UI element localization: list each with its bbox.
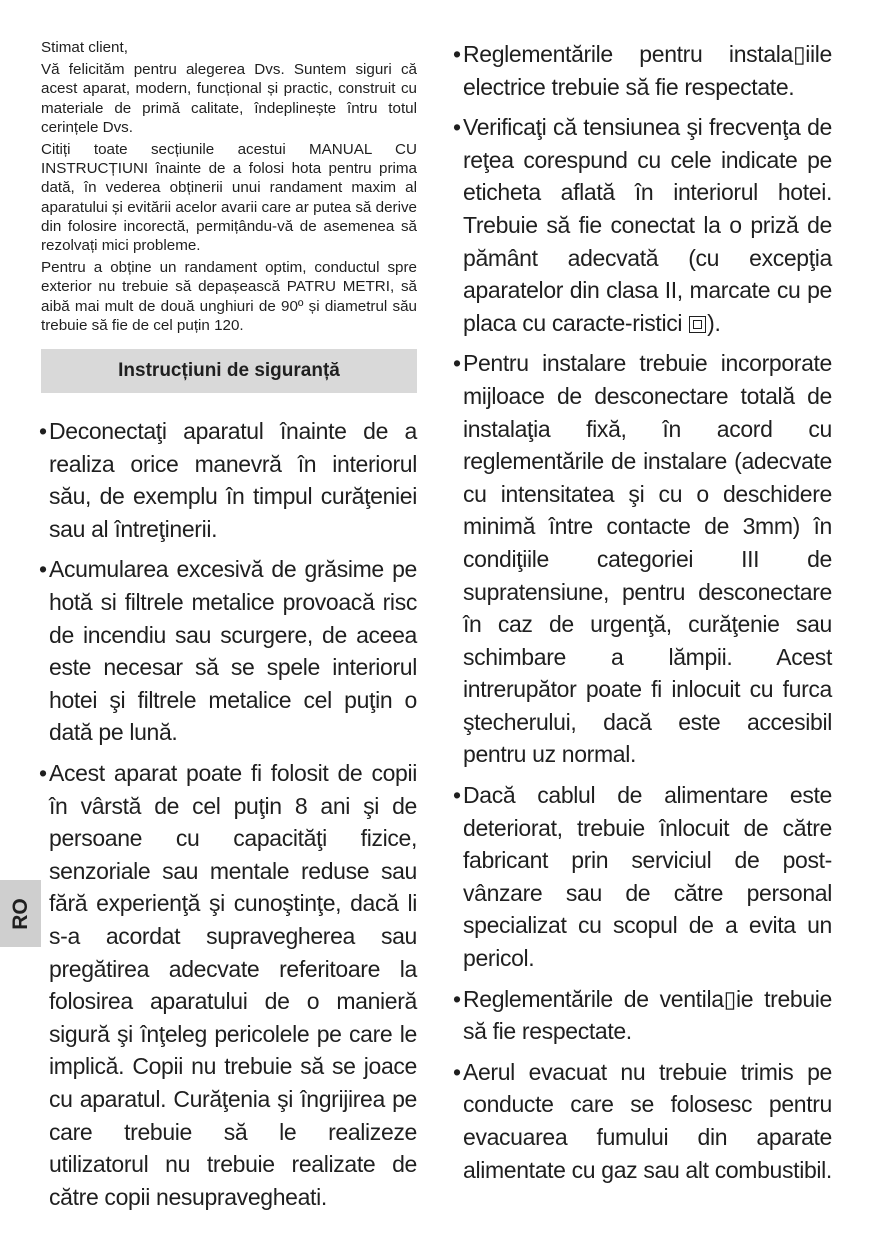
bullet-icon: • (39, 556, 47, 583)
bullet-text: Acumularea excesivă de grăsime pe hotă si filtrele metalice provoacă risc de incendiu sau scurgere, de aceea este necesar să se spele interiorul hotei şi filtrele metalice cel puţin o dată pe lună. (49, 556, 417, 746)
bullet-item (455, 347, 832, 771)
bullet-text: Acest aparat poate fi folosit de copii în vârstă de cel puţin 8 ani şi de persoane cu capacităţi fizice, senzoriale sau mentale reduse sau fără experienţă şi cunoştinţe, dacă li s-a acordat supravegherea sau pregătirea adecvate referitoare la folosirea aparatului de o manieră sigură şi înţeleg pericolele pe care le implică. Copii nu trebuie să se joace cu aparatul. Curăţenia şi îngrijirea pe care trebuie să le realizeze utilizatorul nu trebuie realizate de către copii nesupravegheati. (49, 759, 417, 1210)
language-tab (0, 880, 41, 947)
bullet-item (455, 983, 832, 1048)
bullet-item (455, 111, 832, 339)
bullet-text: Verificaţi că tensiunea şi frecvenţa de reţea corespund cu cele indicate pe eticheta aflată în interiorul hotei. Trebuie să fie conectat la o priză de pământ adecvată (cu excepţia aparatelor din clasa II, marcate cu pe placa cu caracte-ristici (463, 114, 832, 336)
greeting: Stimat client, (41, 39, 128, 56)
safety-bullets-left (41, 415, 417, 1213)
bullet-item (41, 415, 417, 545)
bullet-icon: • (39, 418, 47, 445)
bullet-item (455, 779, 832, 975)
bullet-text-end: ). (707, 309, 721, 336)
bullet-icon: • (453, 1058, 461, 1085)
bullet-icon: • (453, 350, 461, 377)
safety-bullets-right (455, 38, 832, 1186)
bullet-text: Deconectaţi aparatul înainte de a realiza orice manevră în interiorul său, de exemplu în timpul curăţeniei sau al întreţinerii. (49, 418, 417, 542)
bullet-text: Dacă cablul de alimentare este deteriorat, trebuie înlocuit de către fabricant prin serviciul de post-vânzare sau de către personal specializat cu scopul de a evita un pericol. (463, 782, 832, 972)
bullet-icon: • (453, 782, 461, 809)
intro-paragraph-2: Citiți toate secțiunile acestui MANUAL CU INSTRUCȚIUNI înainte de a folosi hota pentru prima dată, în vederea obținerii unui randament maxim al aparatului și evitării acelor avarii care ar putea să derive din folosire incorectă, permițându-vă de asemenea să rezolvați mici probleme. (41, 141, 417, 255)
bullet-icon: • (453, 114, 461, 141)
section-heading-text: Instrucțiuni de siguranță (118, 360, 340, 382)
bullet-text: Reglementările de ventila▯ie trebuie să fie respectate. (463, 985, 832, 1045)
bullet-item (41, 757, 417, 1213)
bullet-icon: • (453, 41, 461, 67)
bullet-item (41, 553, 417, 749)
bullet-text: Aerul evacuat nu trebuie trimis pe conducte care se folosesc pentru evacuarea fumului din aparate alimentate cu gaz sau alt combustibil. (463, 1058, 832, 1183)
bullet-item (455, 1056, 832, 1186)
intro-section (41, 38, 417, 335)
bullet-text: Pentru instalare trebuie incorporate mijloace de desconectare totală de instalaţia fixă, în acord cu reglementările de instalare (adecvate cu intensitatea şi cu o deschidere minimă între contacte de 3mm) în condiţiile categoriei III de supratensiune, pentru desconectare în caz de urgenţă, curăţenie sau schimbare a lămpii. Acest intrerupător poate fi inlocuit cu furca ştecherului, dacă este accesibil pentru uz normal. (463, 350, 832, 768)
bullet-icon: • (453, 985, 461, 1012)
intro-paragraph-1: Vă felicităm pentru alegerea Dvs. Suntem siguri că acest aparat, modern, funcțional și practic, construit cu materiale de primă calitate, îndeplinește întru totul cerințele Dvs. (41, 61, 417, 136)
bullet-item (455, 38, 832, 103)
intro-paragraph-3: Pentru a obține un randament optim, conductul spre exterior nu trebuie să depașească PATRU METRI, să aibă mai mult de două unghiuri de 90º și diametrul său trebuie să fie de cel puțin 120. (41, 259, 417, 334)
bullet-icon: • (39, 759, 47, 786)
language-tab-label: RO (8, 897, 32, 930)
bullet-text: Reglementările pentru instala▯iile electrice trebuie să fie respectate. (463, 41, 832, 100)
left-column (41, 38, 417, 1221)
section-heading (41, 349, 417, 393)
class-ii-double-insulation-icon (689, 316, 706, 333)
right-column (455, 38, 832, 1194)
